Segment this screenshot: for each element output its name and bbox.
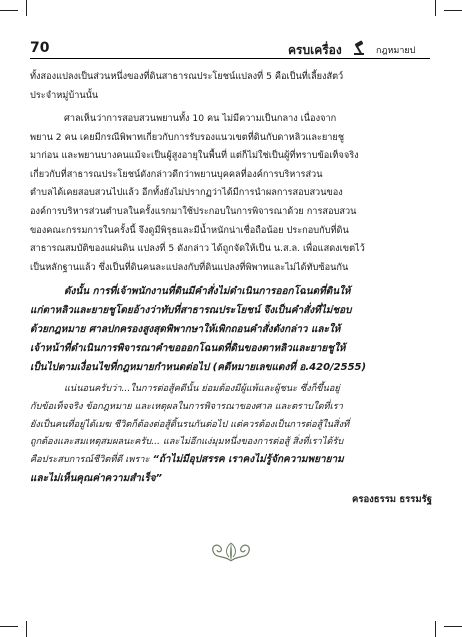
text-line: พยาน 2 คน เคยมีกรณีพิพาทเกี่ยวกับการรับรองแนวเขตที่ดินกับดาหลิวและยายชู — [30, 131, 345, 143]
text-line: มาก่อน และพยานบางคนแม้จะเป็นผู้สูงอายุในพื้นที่ แต่ก็ไม่ใช่เป็นผู้ที่ทราบข้อเท็จจริง — [30, 150, 359, 162]
text-line: เจ้าหน้าที่ดำเนินการพิจารณาคำขอออกโฉนดที่ดินของตาหลิวและยายชูให้ — [30, 343, 346, 354]
crop-mark — [435, 0, 436, 16]
page-number: 70 — [30, 40, 50, 56]
crop-mark — [444, 626, 462, 627]
text-line: ด้วยกฎหมาย ศาลปกครองสูงสุดพิพากษาให้เพิกถอนคำสั่งดังกล่าว และให้ — [30, 324, 341, 335]
header-divider — [30, 58, 430, 59]
text-line: ยังเป็นคนที่อยู่ได้เมฆ ชีวิตก็ต้องต่อสู้ดิ้นรนกันต่อไป แต่ควรต้องเป็นการต่อสู้ในสิ่งที่ — [30, 418, 350, 430]
quote-text: “ถ้าไม่มีอุปสรรค เราคงไม่รู้จักความพยายาม — [152, 454, 344, 466]
paragraph-1 — [30, 68, 432, 105]
crop-mark — [0, 626, 18, 627]
flourish-ornament-icon — [205, 537, 257, 565]
text-segment: คือประสบการณ์ชีวิตที่ดี เพราะ — [30, 454, 153, 466]
text-line: แก่ตาหลิวและยายชูโดยอ้างว่าทับที่สาธารณประโยชน์ จึงเป็นคำสั่งที่ไม่ชอบ — [30, 305, 352, 316]
page-header — [30, 38, 430, 62]
text-line: ทั้งสองแปลงเป็นส่วนหนึ่งของที่ดินสาธารณประโยชน์แปลงที่ 5 คือเป็นที่เลี้ยงสัตว์ — [30, 71, 344, 82]
section-title: กฎหมายป — [376, 46, 416, 56]
author-signature: ครองธรรม ธรรมรัฐ — [352, 494, 432, 505]
text-line: ของคณะกรรมการในครั้งนี้ จึงดูมีพิรุธและมีน้ำหนักน่าเชื่อถือน้อย ประกอบกับที่ดิน — [30, 224, 349, 236]
paragraph-4 — [30, 380, 432, 488]
text-line: แน่นอนครับว่า...ในการต่อสู้คดีนั้น ย่อมต้องมีผู้แพ้และผู้ชนะ ซึ่งก็ขึ้นอยู่ — [64, 383, 340, 394]
quote-text-end: และไม่เห็นคุณค่าความสำเร็จ” — [30, 473, 163, 485]
paragraph-3 — [30, 282, 432, 377]
crop-mark — [26, 621, 27, 637]
text-line: ถูกต้องและสมเหตุสมผลนะครับ... และไม่อีกแง่มุมหนึ่งของการต่อสู้ สิ่งที่เราได้รับ — [30, 436, 344, 448]
book-brand: ครบเครื่อง — [288, 43, 342, 57]
paragraph-2 — [30, 110, 432, 277]
text-line: ประจำหมู่บ้านนั้น — [30, 89, 99, 101]
text-line: เกี่ยวกับที่สาธารณประโยชน์ดังกล่าวดีกว่าพยานบุคคลที่องค์การบริหารส่วน — [30, 168, 323, 180]
crop-mark — [26, 0, 27, 16]
text-line: ตำบลได้เคยสอบสวนไปแล้ว อีกทั้งยังไม่ปรากฏว่าได้มีการนำผลการสอบสวนของ — [30, 187, 343, 199]
crop-mark — [444, 10, 462, 11]
crop-mark — [435, 621, 436, 637]
text-line: สาธารณสมบัติของแผ่นดิน แปลงที่ 5 ดังกล่าว ได้ถูกจัดให้เป็น น.ส.ล. เพื่อแสดงเขตไว้ — [30, 243, 365, 255]
crop-mark — [0, 10, 18, 11]
text-line: เป็นหลักฐานแล้ว ซึ่งเป็นที่ดินคนละแปลงกับที่ดินแปลงที่พิพาทและไม่ได้ทับซ้อนกัน — [30, 261, 349, 273]
gavel-icon — [352, 40, 368, 56]
text-line: องค์การบริหารส่วนตำบลในครั้งแรกมาใช้ประกอบในการพิจารณาด้วย การสอบสวน — [30, 205, 357, 217]
text-line: ศาลเห็นว่าการสอบสวนพยานทั้ง 10 คน ไม่มีความเป็นกลาง เนื่องจาก — [64, 113, 337, 124]
text-line: กับข้อเท็จจริง ข้อกฎหมาย และเหตุผลในการพิจารณาของศาล และตราบใดที่เรา — [30, 400, 343, 412]
text-line: ดังนั้น การที่เจ้าพนักงานที่ดินมีคำสั่งไม่ดำเนินการออกโฉนดที่ดินให้ — [64, 286, 351, 297]
text-line: เป็นไปตามเงื่อนไขที่กฎหมายกำหนดต่อไป (คดีหมายเลขแดงที่ อ.420/2555) — [30, 362, 367, 373]
text-line — [30, 451, 432, 469]
